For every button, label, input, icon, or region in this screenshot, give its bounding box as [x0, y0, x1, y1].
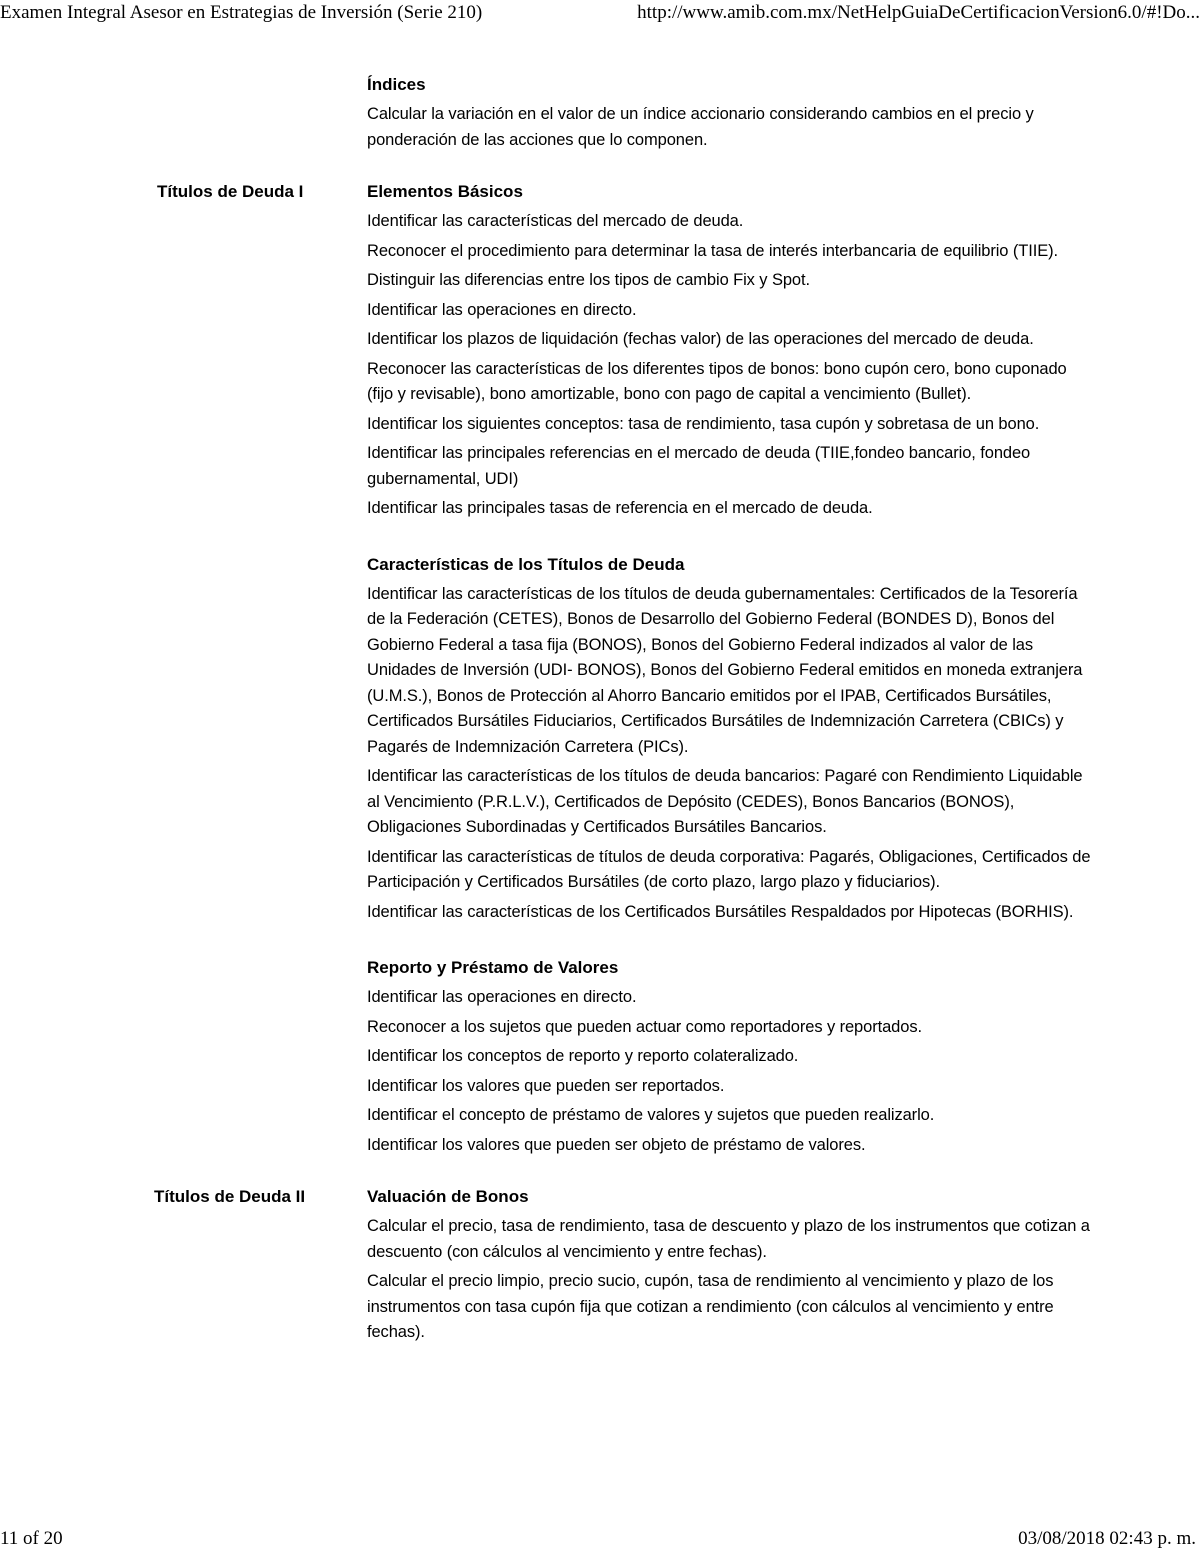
subsection-title: Valuación de Bonos	[367, 1187, 529, 1206]
section-titulos-deuda-2	[0, 1184, 1200, 1346]
objectives-list	[367, 985, 1092, 1158]
objectives-list	[367, 102, 1092, 153]
subsection	[367, 955, 1092, 1158]
objective-item: Identificar las características de los Certificados Bursátiles Respaldados por Hipotecas (BORHIS).	[367, 902, 1074, 921]
objectives-list	[367, 582, 1092, 926]
objective-item: Calcular la variación en el valor de un índice accionario considerando cambios en el precio y ponderación de las acciones que lo componen.	[367, 105, 1034, 149]
objective-item: Identificar las características de los títulos de deuda gubernamentales: Certificados de la Tesorería de la Federación (CETES), Bonos de Desarrollo del Gobierno Federal (BONDES D), Bonos del Gobierno Federal a tasa fija (BONOS), Bonos del Gobierno Federal indizados al valor de las Unidades de Inversión (UDI- BONOS), Bonos del Gobierno Federal emitidos en moneda extranjera (U.M.S.), Bonos de Protección al Ahorro Bancario emitidos por el IPAB, Certificados Bursátiles, Certificados Bursátiles Fiduciarios, Certificados Bursátiles de Indemnización Carretera (CBICs) y Pagarés de Indemnización Carretera (PICs).	[367, 584, 1083, 756]
objective-item: Identificar las operaciones en directo.	[367, 988, 637, 1006]
objective-item: Calcular el precio limpio, precio sucio, cupón, tasa de rendimiento al vencimiento y plazo de los instrumentos con tasa cupón fija que cotizan a rendimiento (con cálculos al vencimiento y entre fechas).	[367, 1272, 1054, 1341]
subsection-title: Índices	[367, 75, 426, 94]
subsection-title: Elementos Básicos	[367, 182, 523, 201]
print-footer	[0, 1524, 1200, 1553]
objective-item: Identificar los conceptos de reporto y reporto colateralizado.	[367, 1047, 799, 1065]
subsection-title: Reporto y Préstamo de Valores	[367, 958, 619, 977]
objective-item: Identificar los valores que pueden ser objeto de préstamo de valores.	[367, 1135, 866, 1154]
print-datetime: 03/08/2018 02:43 p. m.	[1018, 1528, 1196, 1549]
objectives-list	[367, 1214, 1092, 1346]
section-label: Títulos de Deuda II	[154, 1187, 306, 1206]
objective-item: Identificar los valores que pueden ser reportados.	[367, 1076, 725, 1095]
objective-item: Identificar las características del mercado de deuda.	[367, 212, 744, 230]
print-header	[0, 0, 1200, 30]
objective-item: Reconocer el procedimiento para determinar la tasa de interés interbancaria de equilibrio (TIIE).	[367, 241, 1058, 260]
objective-item: Identificar las operaciones en directo.	[367, 300, 637, 319]
guide-content	[0, 72, 1200, 1350]
objective-item: Reconocer a los sujetos que pueden actuar como reportadores y reportados.	[367, 1017, 922, 1036]
objective-item: Calcular el precio, tasa de rendimiento, tasa de descuento y plazo de los instrumentos que cotizan a descuento (con cálculos al vencimiento y entre fechas).	[367, 1217, 1090, 1261]
subsection	[367, 179, 1092, 522]
objective-item: Identificar los plazos de liquidación (fechas valor) de las operaciones del mercado de deuda.	[367, 330, 1034, 348]
objective-item: Identificar los siguientes conceptos: tasa de rendimiento, tasa cupón y sobretasa de un bono.	[367, 414, 1040, 433]
subsection	[367, 552, 1092, 926]
section-titulos-deuda-1	[0, 179, 1200, 1158]
objective-item: Identificar las características de títulos de deuda corporativa: Pagarés, Obligaciones, Certificados de Participación y Certificados Bursátiles (de corto plazo, largo plazo y fiduciarios).	[367, 847, 1091, 891]
section-label: Títulos de Deuda I	[157, 182, 304, 201]
objective-item: Identificar el concepto de préstamo de valores y sujetos que pueden realizarlo.	[367, 1106, 935, 1124]
subsection	[367, 72, 1092, 153]
page-counter: 11 of 20	[0, 1528, 63, 1549]
objective-item: Distinguir las diferencias entre los tipos de cambio Fix y Spot.	[367, 271, 810, 289]
section-indices	[0, 72, 1200, 153]
objective-item: Identificar las principales referencias en el mercado de deuda (TIIE,fondeo bancario, fondeo gubernamental, UDI)	[367, 444, 1031, 488]
objective-item: Identificar las principales tasas de referencia en el mercado de deuda.	[367, 499, 873, 517]
document-url: http://www.amib.com.mx/NetHelpGuiaDeCertificacionVersion6.0/#!Do...	[637, 2, 1200, 23]
document-title: Examen Integral Asesor en Estrategias de Inversión (Serie 210)	[0, 2, 483, 23]
subsection	[367, 1184, 1092, 1346]
objective-item: Reconocer las características de los diferentes tipos de bonos: bono cupón cero, bono cuponado (fijo y revisable), bono amortizable, bono con pago de capital a vencimiento (Bullet).	[367, 359, 1067, 403]
objectives-list	[367, 209, 1092, 522]
subsection-title: Características de los Títulos de Deuda	[367, 554, 685, 574]
objective-item: Identificar las características de los títulos de deuda bancarios: Pagaré con Rendimiento Liquidable al Vencimiento (P.R.L.V.), Certificados de Depósito (CEDES), Bonos Bancarios (BONOS), Obligaciones Subordinadas y Certificados Bursátiles Bancarios.	[367, 767, 1083, 836]
